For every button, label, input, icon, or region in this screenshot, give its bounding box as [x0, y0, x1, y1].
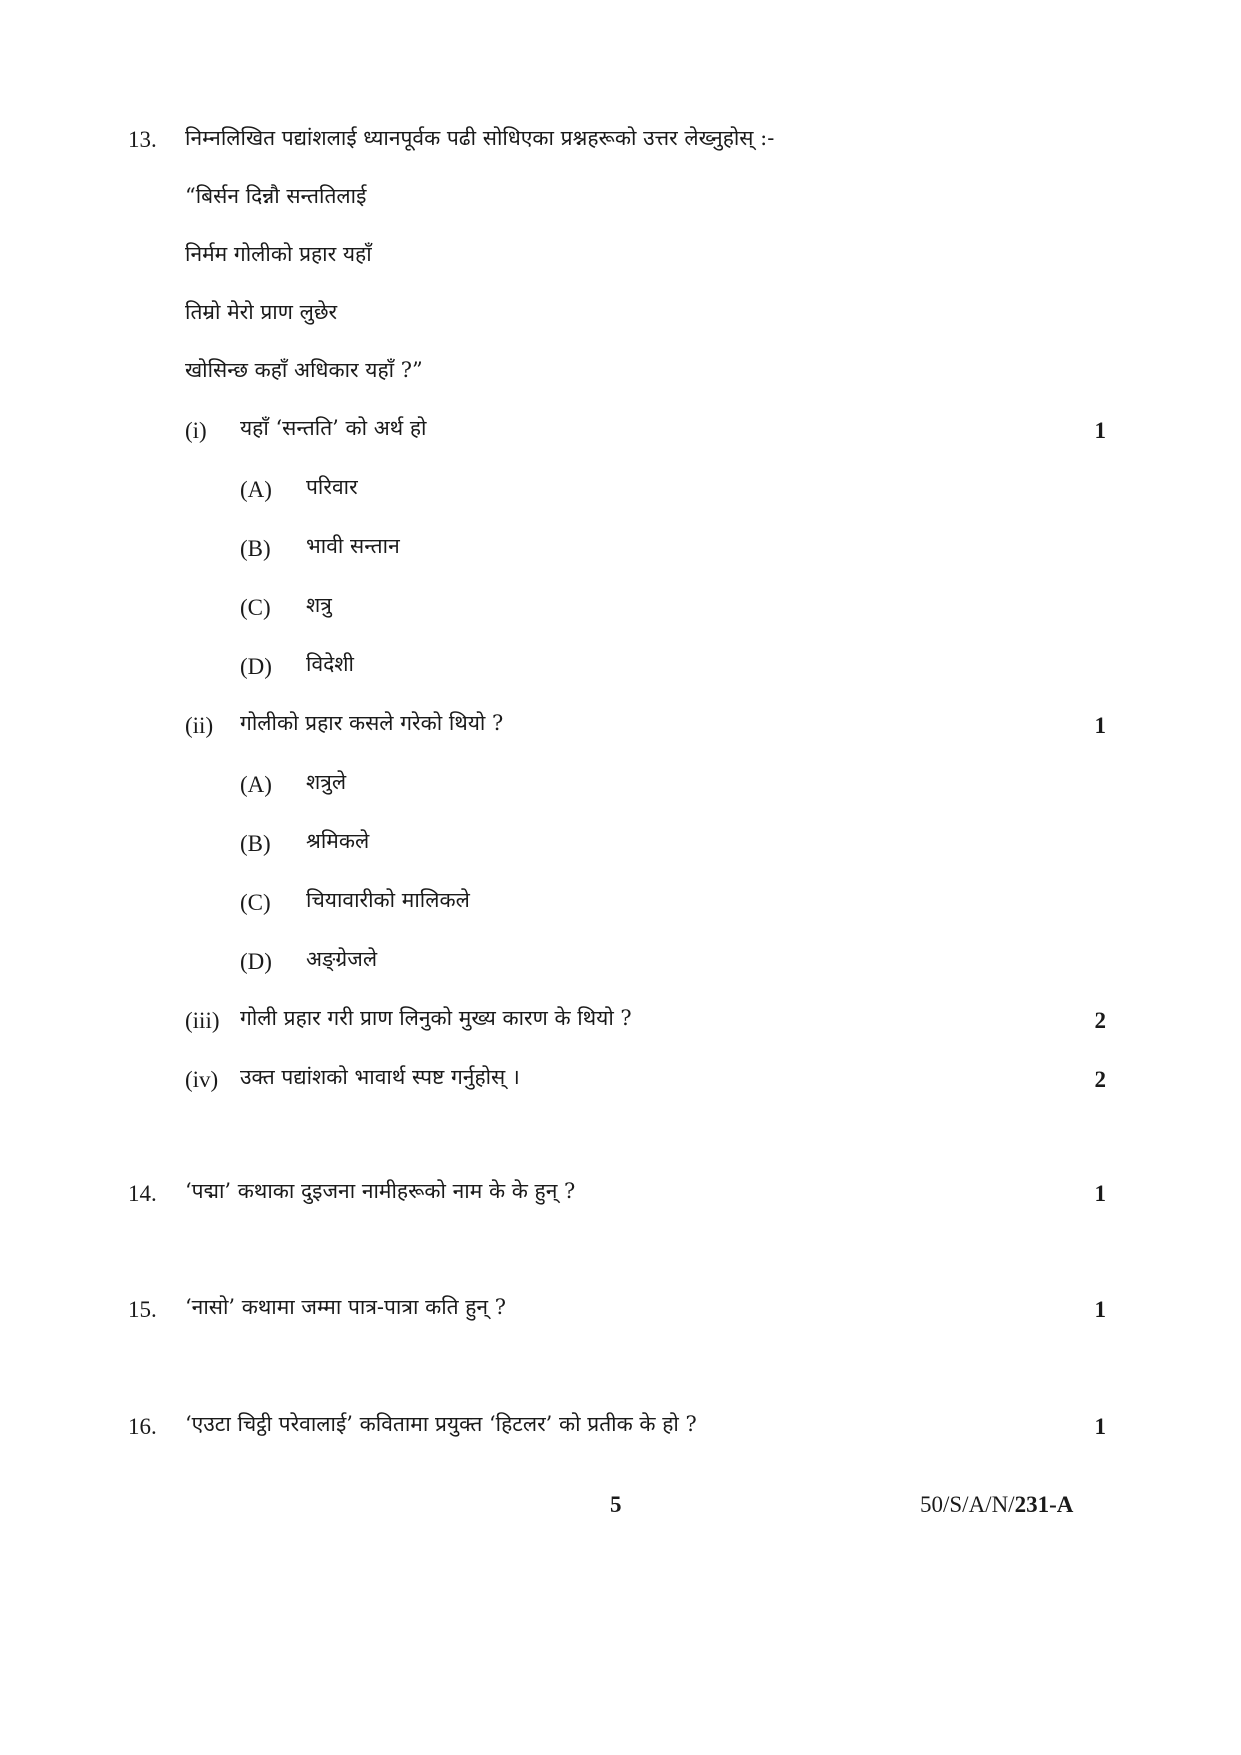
question-14-text: ‘पद्मा’ कथाका दुइजना नामीहरूको नाम के के हुन् ?	[185, 1179, 576, 1203]
verse-line-1: “बिर्सन दिन्नौ सन्ततिलाई	[185, 184, 367, 208]
question-13-instruction: निम्नलिखित पद्यांशलाई ध्यानपूर्वक पढी सोधिएका प्रश्नहरूको उत्तर लेख्नुहोस् :-	[185, 126, 775, 150]
sub-question-iii-marks: 2	[1094, 1008, 1106, 1033]
sub-question-i-label: (i)	[185, 418, 207, 443]
sub-question-iii-label: (iii)	[185, 1008, 220, 1033]
option-i-a-text: परिवार	[306, 475, 358, 499]
option-i-c-text: शत्रु	[306, 593, 332, 617]
option-ii-b-label: (B)	[240, 831, 271, 856]
sub-question-ii-label: (ii)	[185, 713, 214, 738]
sub-question-iv-text: उक्त पद्यांशको भावार्थ स्पष्ट गर्नुहोस् ।	[240, 1065, 520, 1089]
option-i-b-text: भावी सन्तान	[306, 534, 400, 558]
verse-line-4: खोसिन्छ कहाँ अधिकार यहाँ ?”	[185, 358, 423, 382]
option-i-a-label: (A)	[240, 477, 272, 502]
option-ii-a-text: शत्रुले	[306, 770, 347, 794]
paper-code-suffix: 231-A	[1014, 1492, 1074, 1517]
sub-question-ii-marks: 1	[1094, 713, 1106, 738]
option-i-d-label: (D)	[240, 654, 272, 679]
verse-line-2: निर्मम गोलीको प्रहार यहाँ	[185, 242, 372, 266]
verse-line-3: तिम्रो मेरो प्राण लुछेर	[185, 300, 338, 324]
question-16-marks: 1	[1094, 1414, 1106, 1439]
question-15-text: ‘नासो’ कथामा जम्मा पात्र-पात्रा कति हुन् ?	[185, 1295, 507, 1319]
option-i-c-label: (C)	[240, 595, 271, 620]
option-ii-c-label: (C)	[240, 890, 271, 915]
page-number: 5	[610, 1492, 622, 1517]
question-13-number: 13.	[128, 127, 157, 152]
paper-code	[920, 1493, 1073, 1516]
question-16-text: ‘एउटा चिट्ठी परेवालाई’ कवितामा प्रयुक्त ‘हिटलर’ को प्रतीक के हो ?	[185, 1412, 697, 1436]
question-16-number: 16.	[128, 1414, 157, 1439]
option-ii-c-text: चियावारीको मालिकले	[306, 888, 470, 912]
option-i-d-text: विदेशी	[306, 652, 354, 676]
question-14-number: 14.	[128, 1181, 157, 1206]
option-ii-a-label: (A)	[240, 772, 272, 797]
sub-question-i-marks: 1	[1094, 418, 1106, 443]
sub-question-iii-text: गोली प्रहार गरी प्राण लिनुको मुख्य कारण के थियो ?	[240, 1006, 632, 1030]
sub-question-i-text: यहाँ ‘सन्तति’ को अर्थ हो	[240, 416, 427, 440]
sub-question-ii-text: गोलीको प्रहार कसले गरेको थियो ?	[240, 711, 504, 735]
paper-code-prefix: 50/S/A/N/	[920, 1492, 1015, 1517]
option-ii-d-text: अङ्ग्रेजले	[306, 947, 378, 971]
sub-question-iv-label: (iv)	[185, 1067, 219, 1092]
question-14-marks: 1	[1094, 1181, 1106, 1206]
option-ii-b-text: श्रमिकले	[306, 829, 370, 853]
option-ii-d-label: (D)	[240, 949, 272, 974]
sub-question-iv-marks: 2	[1094, 1067, 1106, 1092]
option-i-b-label: (B)	[240, 536, 271, 561]
question-15-number: 15.	[128, 1297, 157, 1322]
question-15-marks: 1	[1094, 1297, 1106, 1322]
